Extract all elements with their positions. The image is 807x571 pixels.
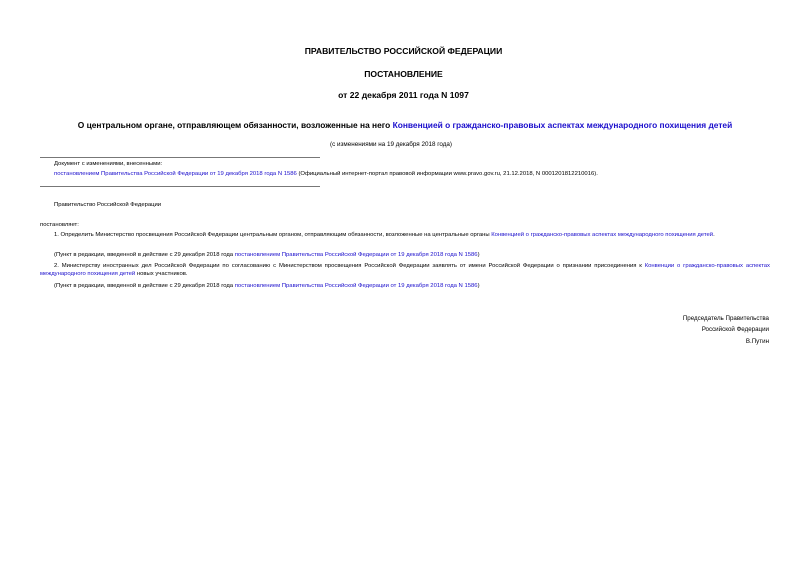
signature-block [683,313,769,347]
doc-type-heading: ПОСТАНОВЛЕНИЕ [364,69,443,79]
paragraph-2 [40,263,770,278]
document-title [40,120,770,130]
changes-heading: Документ с изменениями, внесенными: [54,161,163,167]
convention-link-p2[interactable]: Конвенции о гражданско-правовых аспектах международного похищения детей [40,263,771,277]
p2-text: 2. Министерству иностранных дел Российской Федерации по согласованию с Министерством просвещения Российской Федерации заявлять от имени Российской Федерации о признании присоединения к [54,263,645,269]
signature-org: Российской Федерации [701,326,769,334]
preamble: Правительство Российской Федерации [54,202,162,208]
date-number-heading: от 22 декабря 2011 года N 1097 [338,90,469,100]
decides: постановляет: [40,222,79,228]
p2-end: новых участников. [135,270,188,277]
convention-link-p1[interactable]: Конвенцией о гражданско-правовых аспектах международного похищения детей [491,232,714,238]
note2-prefix: (Пункт в редакции, введенной в действие с 29 декабря 2018 года [54,283,235,289]
amendment-decree-link[interactable]: постановлением Правительства Российской Федерации от 19 декабря 2018 года N 1586 [54,171,297,177]
paragraph-1 [40,232,770,240]
divider-top [40,157,320,158]
divider-bottom [40,186,320,187]
note2-suffix: ) [477,283,480,289]
government-heading: ПРАВИТЕЛЬСТВО РОССИЙСКОЙ ФЕДЕРАЦИИ [304,46,503,56]
note1-prefix: (Пункт в редакции, введенной в действие с 29 декабря 2018 года [54,252,235,258]
decree-link-note2[interactable]: постановлением Правительства Российской Федерации от 19 декабря 2018 года N 1586 [234,283,478,289]
decree-link-note1[interactable]: постановлением Правительства Российской Федерации от 19 декабря 2018 года N 1586 [234,252,478,258]
note1-suffix: ) [477,252,480,258]
p1-end: . [713,232,715,238]
title-prefix: О центральном органе, отправляющем обязанности, возложенные на него [77,120,393,130]
convention-link-title[interactable]: Конвенцией о гражданско-правовых аспектах международного похищения детей [392,120,733,130]
p1-text: 1. Определить Министерство просвещения Российской Федерации центральным органом, отправляющим обязанности, возложенные на центральные органы [54,232,492,238]
signature-name: В.Путин [745,337,769,345]
note-1 [54,252,480,260]
signature-title: Председатель Правительства [682,315,769,322]
changes-suffix: (Официальный интернет-портал правовой информации www.pravo.gov.ru, 21.12.2018, N 0001201812210016). [296,171,598,177]
amendments-note: (с изменениями на 19 декабря 2018 года) [330,141,453,148]
changes-line [54,171,598,179]
note-2 [54,283,480,291]
